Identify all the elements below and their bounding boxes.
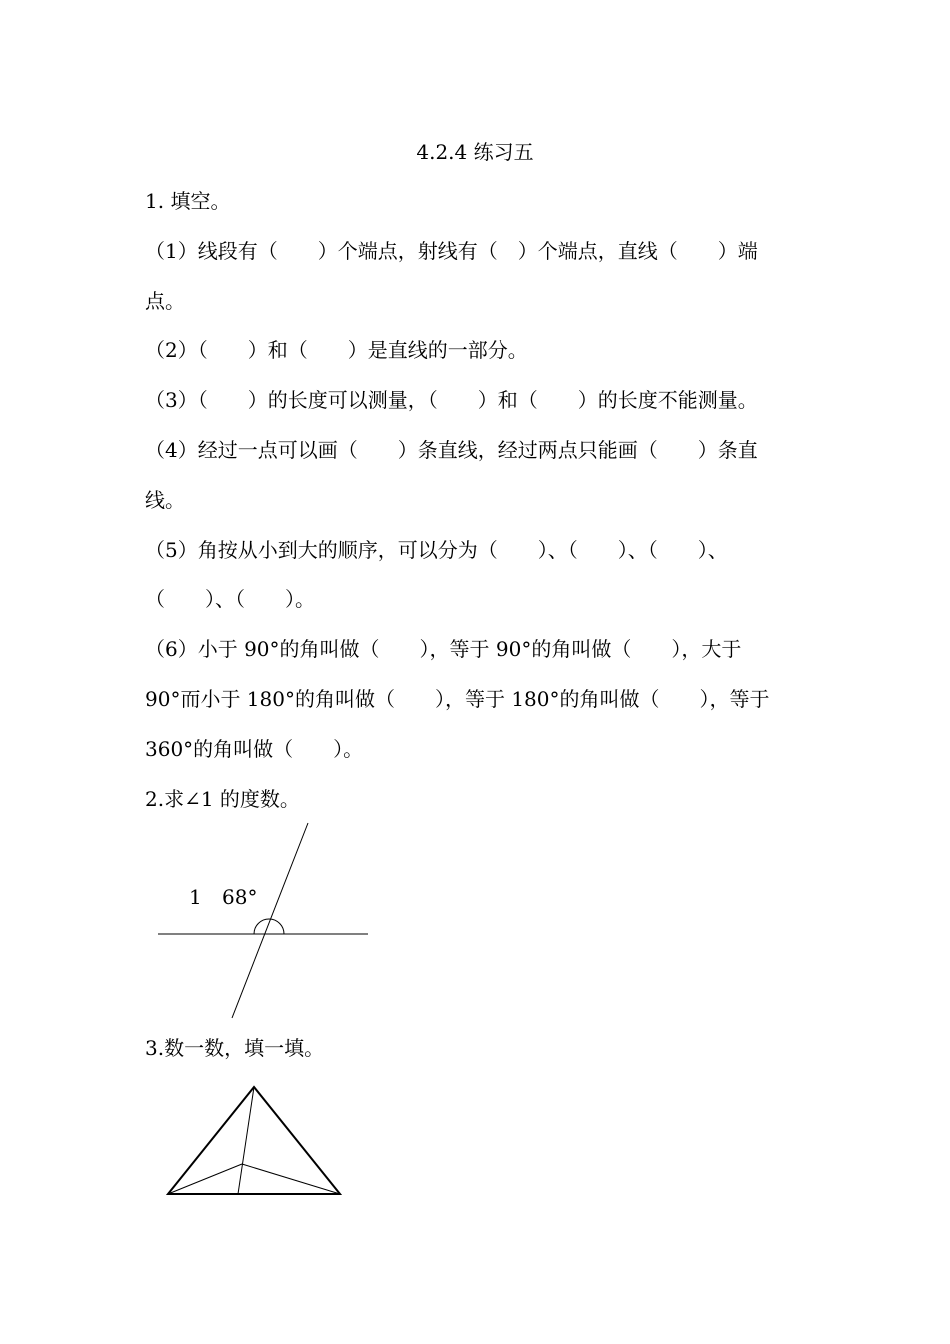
outer-triangle (168, 1087, 340, 1194)
q3-heading: 3.数一数，填一填。 (145, 1036, 325, 1060)
q1-line: 360°的角叫做（ ）。 (145, 737, 364, 761)
q1-line: （2）（ ）和（ ）是直线的一部分。 (145, 338, 528, 362)
q1-line: （4）经过一点可以画（ ）条直线，经过两点只能画（ ）条直 (145, 438, 758, 462)
q2-heading: 2.求∠1 的度数。 (145, 787, 300, 811)
q1-line: （ ）、（ ）。 (145, 587, 315, 611)
q1-line: （5）角按从小到大的顺序，可以分为（ ）、（ ）、（ ）、 (145, 538, 728, 562)
q1-heading: 1. 填空。 (145, 189, 231, 213)
q1-line: 点。 (145, 289, 185, 313)
angle-1-label: 1 (189, 885, 202, 909)
q1-line: 90°而小于 180°的角叫做（ ），等于 180°的角叫做（ ），等于 (145, 687, 770, 711)
q1-line: （1）线段有（ ）个端点，射线有（ ）个端点，直线（ ）端 (145, 239, 758, 263)
page-title: 4.2.4 练习五 (416, 140, 534, 164)
q1-line: 线。 (145, 488, 185, 512)
angle-68-label: 68° (222, 885, 258, 909)
q1-line: （6）小于 90°的角叫做（ ），等于 90°的角叫做（ ），大于 (145, 637, 742, 661)
q1-line: （3）（ ）的长度可以测量，（ ）和（ ）的长度不能测量。 (145, 388, 758, 412)
inner-line (242, 1164, 340, 1194)
